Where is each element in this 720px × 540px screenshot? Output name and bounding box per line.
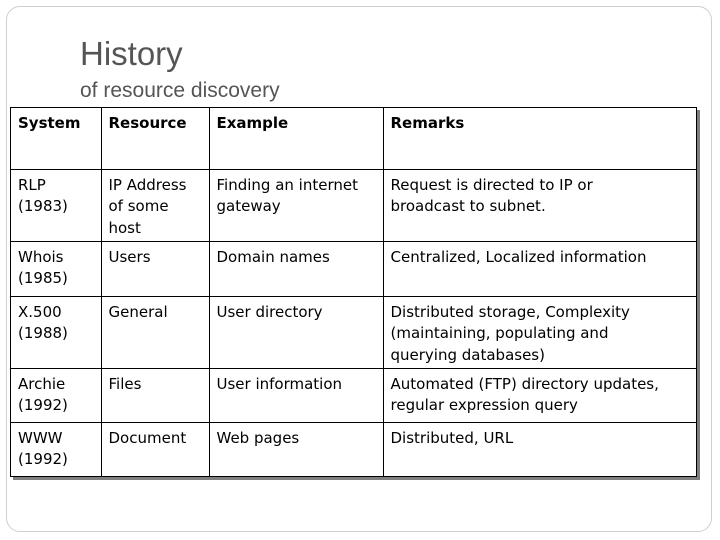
cell-system [11,296,101,368]
cell-line: Request is directed to IP or [390,175,593,194]
cell-line: Centralized, Localized information [390,247,647,266]
cell-line: host [108,218,141,237]
cell-line: User directory [216,302,323,321]
cell-line: Distributed, URL [390,428,514,447]
cell-line: querying databases) [390,345,545,364]
cell-line: (1983) [18,197,68,215]
cell-line: gateway [216,197,281,215]
header-example: Example [209,108,383,169]
cell-resource [101,368,209,422]
cell-line: Whois [18,247,64,266]
cell-line: Distributed storage, Complexity [390,302,630,321]
table-row [11,422,696,476]
cell-remarks [383,241,696,296]
history-table-container [10,107,697,477]
table-row [11,296,696,368]
cell-resource [101,296,209,368]
cell-line: of some [108,197,169,215]
cell-line: IP Address [108,175,187,194]
cell-system [11,368,101,422]
cell-line: Users [108,247,151,266]
cell-resource [101,422,209,476]
cell-remarks [383,169,696,241]
cell-line: Web pages [216,428,300,447]
cell-line: Files [108,374,142,393]
cell-system [11,169,101,241]
cell-line: Archie [18,374,66,393]
history-table [11,108,696,476]
cell-line: regular expression query [390,396,578,414]
header-remarks: Remarks [383,108,696,169]
cell-example [209,422,383,476]
cell-line: Automated (FTP) directory updates, [390,374,659,393]
cell-example [209,169,383,241]
cell-resource [101,169,209,241]
slide-title: History [80,35,183,72]
cell-example [209,241,383,296]
cell-remarks [383,368,696,422]
slide-subtitle: of resource discovery [80,79,280,102]
cell-line: (1992) [18,450,68,468]
cell-system [11,422,101,476]
cell-line: Document [108,428,187,447]
header-system: System [11,108,101,169]
cell-remarks [383,296,696,368]
cell-example [209,296,383,368]
cell-line: User information [216,374,343,393]
header-resource: Resource [101,108,209,169]
table-row [11,241,696,296]
cell-line: Finding an internet [216,175,358,194]
table-row [11,169,696,241]
cell-line: (1988) [18,324,68,342]
cell-example [209,368,383,422]
cell-line: Domain names [216,247,330,266]
cell-line: (1985) [18,269,68,287]
cell-line: General [108,302,168,321]
cell-line: X.500 [18,302,62,321]
cell-remarks [383,422,696,476]
cell-line: broadcast to subnet. [390,197,546,215]
table-header-row [11,108,696,169]
cell-line: RLP [18,175,46,194]
cell-resource [101,241,209,296]
cell-line: WWW [18,428,63,447]
cell-line: (maintaining, populating and [390,324,609,342]
table-row [11,368,696,422]
cell-system [11,241,101,296]
cell-line: (1992) [18,396,68,414]
